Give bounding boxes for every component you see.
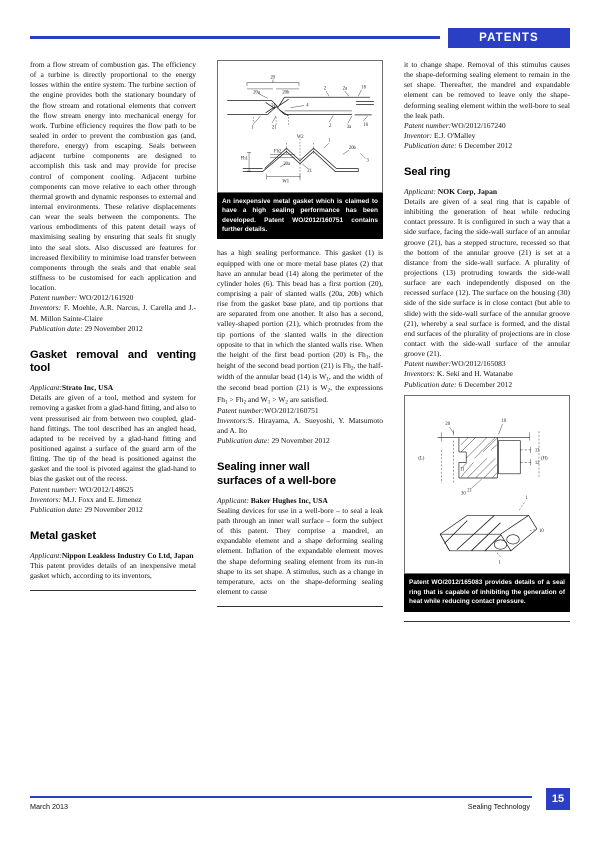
svg-text:2: 2 <box>323 86 327 92</box>
svg-text:1: 1 <box>498 560 501 566</box>
inventors-value: M.J. Foxx and E. Jimenez <box>62 494 142 504</box>
svg-text:20b: 20b <box>348 146 356 152</box>
seal-ring-figure-frame <box>404 395 570 575</box>
svg-text:1: 1 <box>525 495 528 501</box>
col2-entry-next-title <box>217 461 383 488</box>
patent-number-label: Patent number: <box>30 293 78 303</box>
col1-entry3-title: Metal gasket <box>30 529 96 542</box>
col2-continued-body <box>217 248 383 405</box>
column-end-rule <box>30 590 196 591</box>
col3-entry2-publication-date <box>404 380 570 390</box>
svg-text:2: 2 <box>329 123 332 129</box>
svg-text:20b: 20b <box>282 90 290 96</box>
column-two <box>217 60 383 607</box>
col2-entry-next-body: Sealing devices for use in a well-bore – to seal a leak path through an inner wall surface – form the subject of this patent. They comprise a mandrel, an expandable element and a shape deforming sealing element. Inflation of the expandable element moves the shape deforming sealing element from its run-in shape to its set shape. A stimulus, such as a change in temperature, acts on the shape-deforming sealing element to cause <box>217 505 383 596</box>
page-footer <box>30 793 570 826</box>
col1-entry2-inventors <box>30 495 196 505</box>
publication-date-value: 6 December 2012 <box>458 379 513 389</box>
metal-gasket-figure-frame <box>217 60 383 193</box>
column-three <box>404 60 570 622</box>
col2-body-seg2: , the height of the second bead portion (21) is Fh <box>217 349 383 371</box>
inventors-label: Inventor: <box>404 130 433 140</box>
footer-publication-name: Sealing Technology <box>467 802 530 811</box>
col2-sub-4: 2 <box>327 387 331 394</box>
col1-entry3-applicant <box>30 551 196 561</box>
col2-body-seg9: are satisfied. <box>287 394 328 404</box>
col1-continued-paragraph: from a flow stream of combustion gas. The efficiency of a turbine is directly proportional to the energy losses within the entire system. The turbine section of the engine provides both the stationary boundary of the flow stream and rotational elements that convert the flow stream energy into mechanical energy for work. Turbine efficiency requires the flow path to be sealed in order to prevent the combustion gas (and, therefore, energy) from escaping. Seals between adjacent turbine components are designed to accomplish this task and may provide for precise control of component cooling. Adjacent turbine components can move relative to each other through thermal growth and dynamic responses to external and internal environments. These relative displacements can wear the seals between the components. The various embodiments of this patent detail ways of maximising sealing by ensuring that seals fit snugly into the seal slots. Also discussed are features for increased flexibility to minimise load transfer between components through the seals and that enable seal stiffness to be customised for each application and location. <box>30 60 196 293</box>
column-end-rule <box>404 621 570 622</box>
col3-entry2-body: Details are given of a seal ring that is capable of inhibiting the generation of heat while reducing contact pressure. It is configured in such a way that a side surface, facing the side-wall surface of an annular groove (21), has a stepped structure, recessed so that the bottom of the annular groove (21) is set at a distance from the side-wall surface. A plurality of projections (13) protruding towards the side-wall surface are each independently disposed on the recessed surface (12). The surface on the housing (30) side of the side surface is in close contact (but able to slide) with the side-wall surface of the annular groove (21), whereby a seal surface is formed, and the distal end surfaces of the plurality of projections are in close contact with the side-wall surface of the annular groove (21). <box>404 197 570 359</box>
publication-date-value: 29 November 2012 <box>84 504 143 514</box>
col1-entry1-patent-number <box>30 293 196 303</box>
inventors-value: K. Seki and H. Watanabe <box>436 369 513 379</box>
col2-sub-1: 1 <box>365 354 369 361</box>
applicant-label: Applicant: <box>404 186 436 196</box>
svg-text:21: 21 <box>271 125 277 131</box>
applicant-label: Applicant: <box>30 383 62 393</box>
col2-patent-number <box>217 406 383 416</box>
col1-entry1-publication-date <box>30 324 196 334</box>
col1-entry2-body: Details are given of a tool, method and system for removing a gasket from a glad-hand fitting, and also to vent pressurised air from between two coupled, glad-hand fittings. The tool described has an angled head, adapted to be received by a glad-hand fitting and positioned against a surface of the guard arm of the fitting. The tip of the head is positioned against the gasket and the tool is pivoted against the glad-hand to bias the gasket out of the recess. <box>30 393 196 484</box>
svg-text:10: 10 <box>501 418 507 424</box>
svg-text:30: 30 <box>461 491 466 497</box>
col3-entry1-inventor <box>404 131 570 141</box>
title-line-1: Sealing inner wall <box>217 461 310 474</box>
patent-number-label: Patent number: <box>404 359 452 369</box>
col2-sub-8: 2 <box>285 398 288 405</box>
col1-entry1-inventors <box>30 303 196 323</box>
seal-ring-figure-caption: Patent WO/2012/165083 provides details of a seal ring that is capable of inhibiting the generation of heat while reducing contact pressure. <box>404 574 570 611</box>
publication-date-label: Publication date: <box>404 141 457 151</box>
footer-accent-rule <box>30 796 532 798</box>
col3-entry1-publication-date <box>404 141 570 151</box>
col2-sub-5: 1 <box>224 398 228 405</box>
svg-text:3a: 3a <box>346 124 352 130</box>
svg-text:12: 12 <box>534 460 540 466</box>
col1-entry2-applicant <box>30 383 196 393</box>
section-label-patents: PATENTS <box>448 28 570 48</box>
col2-sub-6: 2 <box>243 398 247 405</box>
col2-sub-3: 1 <box>326 376 329 383</box>
patent-number-value: WO/2012/148625 <box>78 484 134 494</box>
publication-date-label: Publication date: <box>404 379 457 389</box>
col3-continued-paragraph: it to change shape. Removal of this stimulus causes the shape-deforming sealing element to remain in the set shape. Thereafter, the mandrel and expandable element can be removed to leave only the shape-deforming sealing element within the well-bore to seal the leak path. <box>404 60 570 120</box>
applicant-value: Baker Hughes Inc, USA <box>250 495 328 505</box>
col2-body-seg6: > Fh <box>227 394 244 404</box>
column-end-rule <box>217 606 383 607</box>
svg-text:16: 16 <box>363 122 369 128</box>
col3-entry2-applicant <box>404 187 570 197</box>
svg-text:18: 18 <box>361 85 367 91</box>
col2-body-seg8: > W <box>270 394 286 404</box>
metal-gasket-figure-caption: An inexpensive metal gasket which is claimed to have a high sealing performance has been developed. Patent WO/2012/160751 contains further details. <box>217 193 383 240</box>
applicant-value: Strato Inc, USA <box>61 383 114 393</box>
svg-text:13: 13 <box>534 448 540 454</box>
svg-text:Fh2: Fh2 <box>274 149 282 155</box>
svg-text:10: 10 <box>538 528 544 534</box>
svg-text:20: 20 <box>445 421 451 427</box>
publication-date-value: 29 November 2012 <box>84 323 143 333</box>
column-one <box>30 60 196 591</box>
title-line-2: surfaces of a well-bore <box>217 475 336 488</box>
publication-date-value: 29 November 2012 <box>271 436 330 446</box>
seal-ring-figure-block <box>404 395 570 612</box>
svg-text:W1: W1 <box>282 179 290 185</box>
publication-date-label: Publication date: <box>30 504 83 514</box>
svg-text:20: 20 <box>270 75 276 81</box>
inventors-label: Inventors: <box>30 494 62 504</box>
inventors-value: F. Moehle, A.R. Narcus, J. Carella and J.-M. Millon Sainte-Claire <box>30 303 196 323</box>
svg-text:14: 14 <box>270 103 276 109</box>
inventors-label: Inventors: <box>404 369 436 379</box>
col2-sub-2: 2 <box>350 365 354 372</box>
applicant-label: Applicant: <box>217 495 249 505</box>
svg-text:Fh1: Fh1 <box>240 156 248 162</box>
publication-date-value: 6 December 2012 <box>458 141 513 151</box>
svg-text:21: 21 <box>307 169 312 175</box>
applicant-label: Applicant: <box>30 550 62 560</box>
col2-publication-date <box>217 436 383 446</box>
col1-entry2-patent-number <box>30 485 196 495</box>
header-accent-rule <box>30 36 440 39</box>
patent-number-label: Patent number: <box>404 120 452 130</box>
col1-entry2-publication-date <box>30 505 196 515</box>
col3-entry2-title: Seal ring <box>404 166 451 179</box>
svg-text:W2: W2 <box>296 134 304 140</box>
seal-ring-section-and-isometric-icon <box>409 400 565 572</box>
col2-body-seg5: , the expressions Fh <box>217 383 383 404</box>
svg-text:11: 11 <box>459 467 465 473</box>
col1-entry3-body: This patent provides details of an inexpensive metal gasket which, according to its inventors, <box>30 560 196 580</box>
footer-page-number: 15 <box>546 788 570 810</box>
svg-text:20a: 20a <box>283 161 291 167</box>
col3-entry2-inventors <box>404 369 570 379</box>
svg-text:20a: 20a <box>253 90 260 96</box>
inventors-value: E.J. O'Malley <box>433 130 476 140</box>
patent-number-value: WO/2012/161920 <box>78 293 134 303</box>
patent-number-value: WO/2012/160751 <box>264 405 319 415</box>
metal-gasket-cross-section-icon <box>222 65 378 190</box>
patent-number-label: Patent number: <box>30 484 78 494</box>
patent-number-value: WO/2012/165083 <box>451 359 506 369</box>
col3-entry2-patent-number <box>404 359 570 369</box>
patent-number-value: WO/2012/167240 <box>451 120 506 130</box>
svg-text:(H): (H) <box>541 456 548 462</box>
col2-body-seg1: has a high sealing performance. This gasket (1) is equipped with one or more metal base plates (2) that have an annular bead (14) along the perimeter of the cylinder holes (6). This bead has a first portion (20), comprising a pair of slanted walls (20a, 20b) which rise from the gasket base plate, and tip portions that are separated from one another. It also has a second, valley-shaped portion (21), which protrudes from the tip portions of the slanted walls in the direction opposite to that in which the slanted walls rise. When the height of the first bead portion (20) is Fh <box>217 248 383 359</box>
metal-gasket-figure-block <box>217 60 383 239</box>
publication-date-label: Publication date: <box>217 436 270 446</box>
patent-number-label: Patent number: <box>217 405 265 415</box>
footer-issue-date: March 2013 <box>30 802 68 811</box>
svg-text:3: 3 <box>366 158 369 164</box>
col2-entry-next-applicant <box>217 496 383 506</box>
svg-text:1: 1 <box>328 138 331 144</box>
inventors-label: Inventors: <box>30 303 62 313</box>
col3-entry1-patent-number <box>404 121 570 131</box>
publication-date-label: Publication date: <box>30 323 83 333</box>
svg-text:21: 21 <box>467 488 472 494</box>
col2-body-seg7: and W <box>246 394 268 404</box>
col2-inventors <box>217 416 383 436</box>
inventors-label: Inventors: <box>217 415 249 425</box>
col2-body-seg3: , the half-width of the annular bead (14) is W <box>217 361 383 382</box>
col1-entry2-title: Gasket removal and venting tool <box>30 348 196 375</box>
svg-text:1: 1 <box>251 125 254 131</box>
svg-text:2a: 2a <box>342 86 348 92</box>
inventors-value: S. Hirayama, A. Sueyoshi, Y. Matsumoto and A. Ito <box>217 415 383 436</box>
applicant-value: Nippon Leakless Industry Co Ltd, Japan <box>61 550 194 560</box>
svg-text:(L): (L) <box>418 456 425 462</box>
applicant-value: NOK Corp, Japan <box>437 186 498 196</box>
col2-sub-7: 1 <box>267 398 271 405</box>
page-header <box>30 28 570 50</box>
svg-text:4: 4 <box>306 103 309 109</box>
col2-body-seg4: , and the width of the second bead portion (21) is W <box>217 372 384 393</box>
